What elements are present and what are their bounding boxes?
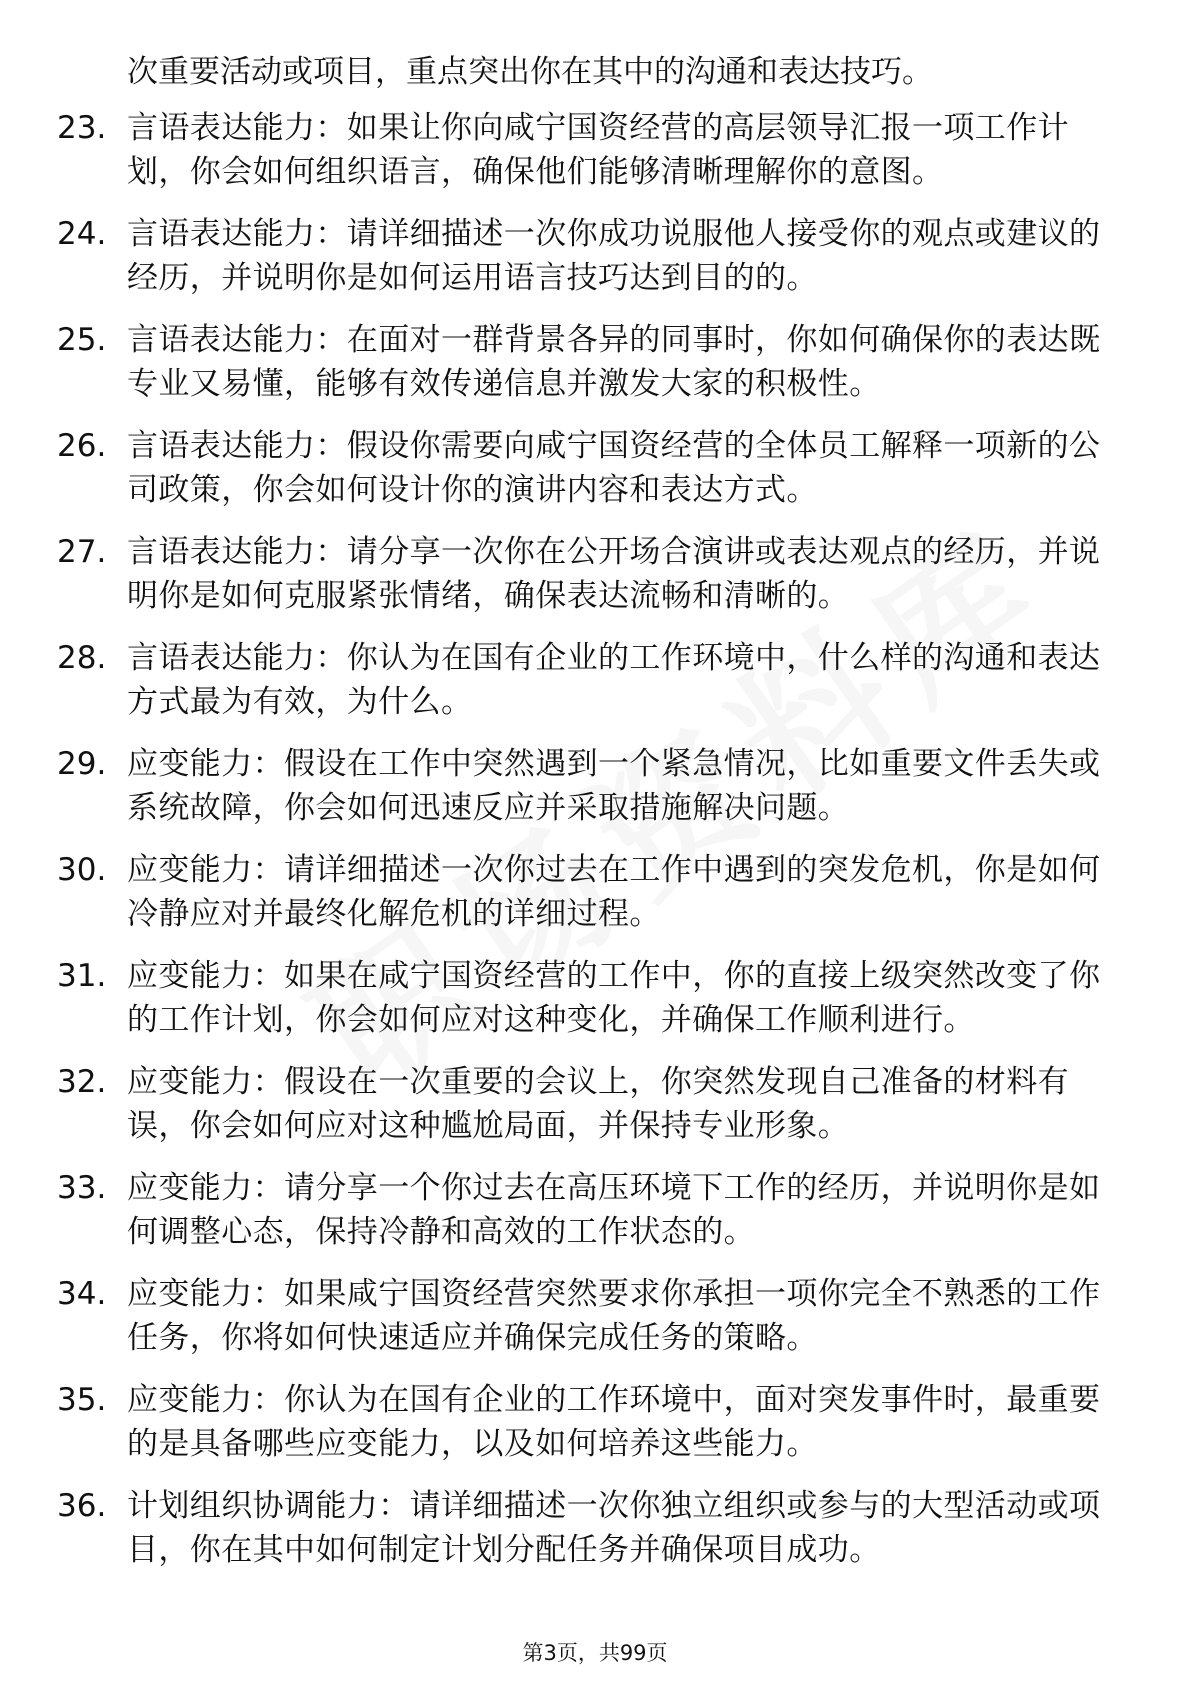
question-item [0, 1484, 1190, 1572]
question-item [0, 424, 1190, 512]
question-text: 言语表达能力：你认为在国有企业的工作环境中，什么样的沟通和表达方式最为有效，为什么。 [127, 640, 1101, 720]
question-list [0, 106, 1190, 1590]
question-number: 34. [57, 1276, 107, 1312]
question-number: 29. [57, 746, 107, 782]
question-number: 27. [57, 534, 107, 570]
question-number: 28. [57, 640, 107, 676]
question-number: 26. [57, 428, 107, 464]
question-text: 应变能力：请详细描述一次你过去在工作中遇到的突发危机，你是如何冷静应对并最终化解危机的详细过程。 [127, 852, 1101, 932]
question-item [0, 848, 1190, 936]
question-text: 应变能力：如果咸宁国资经营突然要求你承担一项你完全不熟悉的工作任务，你将如何快速适应并确保完成任务的策略。 [127, 1276, 1101, 1356]
question-item [0, 1378, 1190, 1466]
question-text: 应变能力：如果在咸宁国资经营的工作中，你的直接上级突然改变了你的工作计划，你会如何应对这种变化，并确保工作顺利进行。 [127, 958, 1101, 1038]
question-text: 应变能力：假设在工作中突然遇到一个紧急情况，比如重要文件丢失或系统故障，你会如何迅速反应并采取措施解决问题。 [127, 746, 1101, 826]
question-number: 24. [57, 216, 107, 252]
question-text: 言语表达能力：请分享一次你在公开场合演讲或表达观点的经历，并说明你是如何克服紧张情绪，确保表达流畅和清晰的。 [127, 534, 1101, 614]
question-text: 言语表达能力：在面对一群背景各异的同事时，你如何确保你的表达既专业又易懂，能够有效传递信息并激发大家的积极性。 [127, 322, 1101, 402]
question-item [0, 1272, 1190, 1360]
question-item [0, 636, 1190, 724]
question-text: 应变能力：假设在一次重要的会议上，你突然发现自己准备的材料有误，你会如何应对这种尴尬局面，并保持专业形象。 [127, 1064, 1069, 1144]
question-item [0, 1060, 1190, 1148]
question-item [0, 742, 1190, 830]
question-item [0, 954, 1190, 1042]
question-number: 31. [57, 958, 107, 994]
question-item [0, 530, 1190, 618]
question-text: 应变能力：请分享一个你过去在高压环境下工作的经历，并说明你是如何调整心态，保持冷静和高效的工作状态的。 [127, 1170, 1101, 1250]
question-item [0, 106, 1190, 194]
question-text: 言语表达能力：请详细描述一次你成功说服他人接受你的观点或建议的经历，并说明你是如何运用语言技巧达到目的的。 [127, 216, 1101, 296]
question-number: 25. [57, 322, 107, 358]
question-item [0, 318, 1190, 406]
question-number: 30. [57, 852, 107, 888]
question-text: 言语表达能力：假设你需要向咸宁国资经营的全体员工解释一项新的公司政策，你会如何设计你的演讲内容和表达方式。 [127, 428, 1101, 508]
continuation-text: 次重要活动或项目，重点突出你在其中的沟通和表达技巧。 [127, 54, 933, 90]
question-number: 33. [57, 1170, 107, 1206]
page-footer: 第3页，共99页 [522, 1641, 668, 1665]
question-text: 言语表达能力：如果让你向咸宁国资经营的高层领导汇报一项工作计划，你会如何组织语言，确保他们能够清晰理解你的意图。 [127, 110, 1069, 190]
question-text: 计划组织协调能力：请详细描述一次你独立组织或参与的大型活动或项目，你在其中如何制定计划分配任务并确保项目成功。 [127, 1488, 1101, 1568]
question-item [0, 212, 1190, 300]
question-number: 35. [57, 1382, 107, 1418]
question-text: 应变能力：你认为在国有企业的工作环境中，面对突发事件时，最重要的是具备哪些应变能力，以及如何培养这些能力。 [127, 1382, 1101, 1462]
question-number: 32. [57, 1064, 107, 1100]
question-number: 36. [57, 1488, 107, 1524]
question-item [0, 1166, 1190, 1254]
question-number: 23. [57, 110, 107, 146]
